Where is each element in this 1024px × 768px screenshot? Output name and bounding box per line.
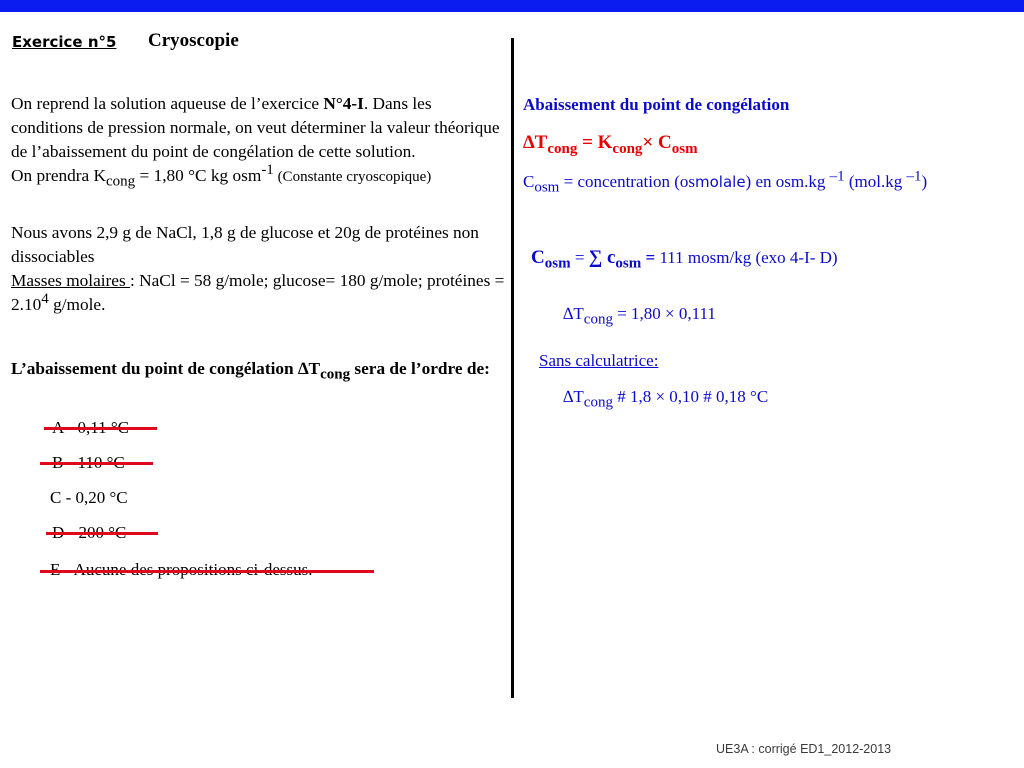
cosm-definition: $C_{osm}$ = concentration (osmolale) en osm.kg $^{-1}$ (mol.kg $^{-1}$) [523,168,928,196]
exercise-label: Exercice n°5 [12,33,117,51]
answer-a-strikethrough [44,427,157,430]
footer-text: UE3A : corrigé ED1_2012-2013 [716,742,892,756]
cosm-calculation: $C_{osm}$ = ∑ $c_{osm} = 111$ mosm/kg (exo 4-I- D) [531,247,838,272]
statement-paragraph-2: Nous avons 2,9 g de NaCl, 1,8 g de glucose et 20g de protéines non dissociables Masses molaires : NaCl = 58 g/mole; glucose= 180 g/mole; protéines = $2.10^4$ g/mole. [11,223,505,314]
answer-b-strikethrough [40,462,153,465]
answer-c: C - 0,20 °C [50,488,128,507]
no-calculator-label: Sans calculatrice: [539,351,659,370]
statement-paragraph-1: On reprend la solution aqueuse de l’exercice N°4-I. Dans les conditions de pression normale, on veut déterminer la valeur théorique de l’abaissement du point de congélation de cette solution. On prendra $K_{cong} = 1,80$ °C kg osm$^{-1}$ (Constante cryoscopique) [11,94,500,190]
exercise-title: Cryoscopie [148,30,239,51]
formula-delta-t: $\Delta T_{cong} = K_{cong}\times C_{osm}$ [523,132,698,157]
answer-e-strikethrough [40,570,374,573]
question-text: L’abaissement du point de congélation $\Delta T_{cong}$ sera de l’ordre de: [11,359,490,383]
molar-masses-label: Masses molaires [11,271,131,290]
solution-heading: Abaissement du point de congélation [523,95,790,114]
answer-d-strikethrough [46,532,158,535]
sum-symbol: ∑ [588,247,603,268]
delta-t-calculation: $\Delta T_{cong} = 1,80 \times 0,111$ [563,304,716,328]
delta-t-approximation: $\Delta T_{cong}$ # 1,8 × 0,10 # 0,18 °C [563,387,769,411]
exercise-reference: N°4-I [323,94,364,113]
